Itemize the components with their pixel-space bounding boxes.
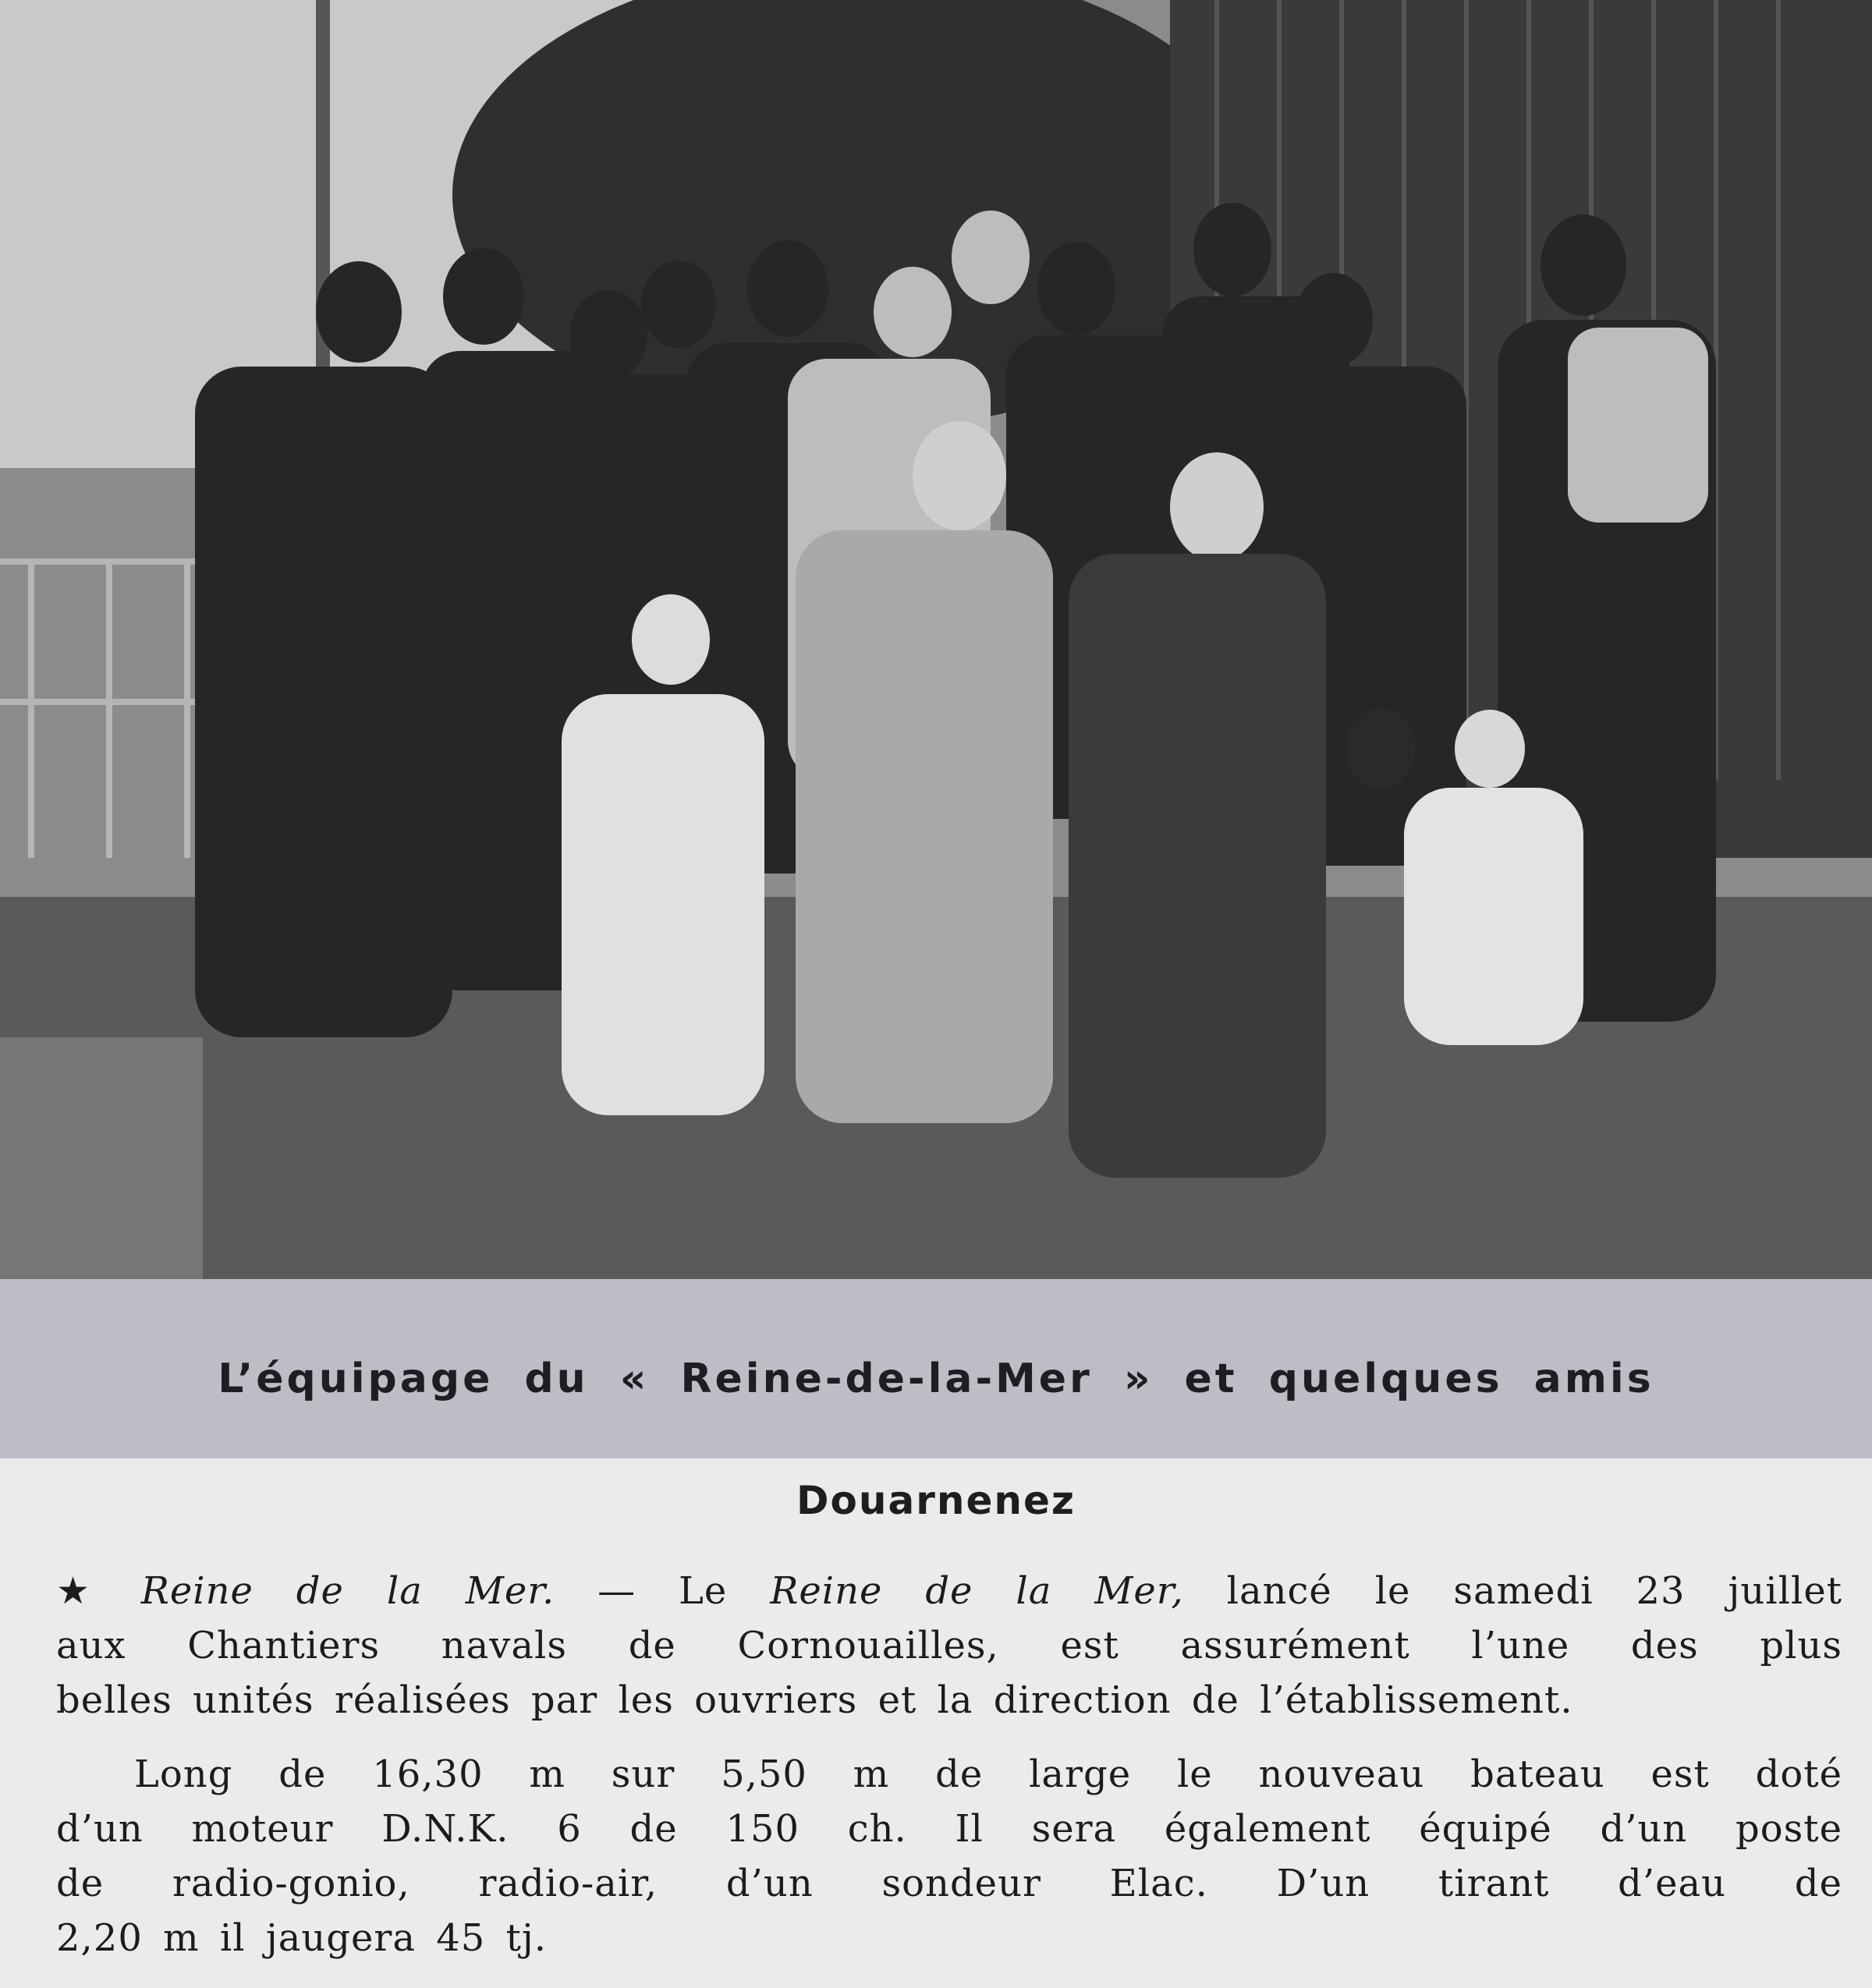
article-heading: Douarnenez: [796, 1478, 1076, 1523]
launch-text: lancé le samedi 23 juillet: [1183, 1569, 1843, 1613]
paragraph-1-line-2: aux Chantiers navals de Cornouailles, est assurément l’une des plus: [56, 1624, 1842, 1667]
boat-title: Reine de la Mer.: [140, 1569, 555, 1613]
stone-block: [0, 1037, 203, 1279]
photo-caption: L’équipage du « Reine-de-la-Mer » et quelques amis: [218, 1355, 1654, 1402]
paragraph-1-line-3: belles unités réalisées par les ouvriers et la direction de l’établissement.: [56, 1678, 1573, 1722]
paragraph-2-line-4: 2,20 m il jaugera 45 tj.: [56, 1916, 547, 1960]
paragraph-2-line-2: d’un moteur D.N.K. 6 de 150 ch. Il sera également équipé d’un poste: [56, 1807, 1842, 1851]
paragraph-2-line-3: de radio-gonio, radio-air, d’un sondeur Elac. D’un tirant d’eau de: [56, 1862, 1842, 1905]
paragraph-2: [56, 1747, 1842, 1965]
paragraph-2-line-1: Long de 16,30 m sur 5,50 m de large le nouveau bateau est doté: [134, 1752, 1842, 1796]
paragraph-1: [56, 1564, 1842, 1728]
paragraph-1-line-1: [56, 1564, 1842, 1618]
boat-name: Reine de la Mer,: [770, 1569, 1184, 1613]
star-icon: ★: [56, 1569, 113, 1613]
dash-text: — Le: [555, 1569, 771, 1613]
